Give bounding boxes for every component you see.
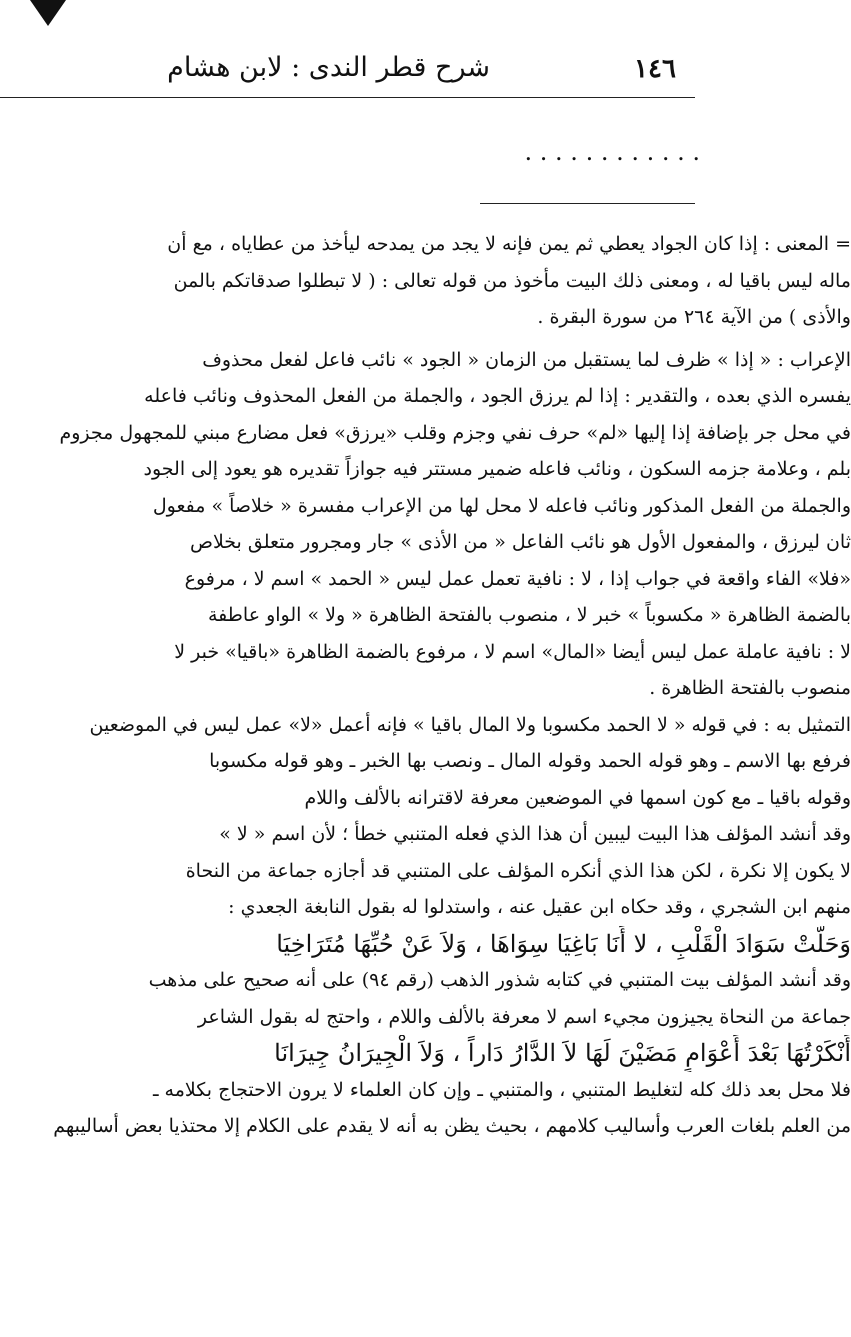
text-line: التمثيل به : في قوله « لا الحمد مكسوبا ولا المال باقيا » فإنه أعمل «لا» عمل ليس في الموضعين bbox=[89, 713, 851, 736]
text-line: وقد أنشد المؤلف هذا البيت ليبين أن هذا الذي فعله المتنبي خطأ ؛ لأن اسم « لا » bbox=[219, 823, 851, 845]
text-line: وقد أنشد المؤلف بيت المتنبي في كتابه شذور الذهب (رقم ٩٤) على أنه صحيح على مذهب bbox=[148, 969, 851, 991]
verse-line: أَنْكَرْتُهَا بَعْدَ أَعْوَامٍ مَضَيْنَ لَهَا لاَ الدَّارُ دَاراً ، وَلاَ الْجِيرَانُ جِيرَانَا bbox=[274, 1039, 851, 1067]
running-title: شرح قطر الندى : لابن هشام bbox=[167, 52, 490, 83]
text-line: الإعراب : « إذا » ظرف لما يستقبل من الزمان « الجود » نائب فاعل لفعل محذوف bbox=[202, 348, 851, 371]
text-line: في محل جر بإضافة إذا إليها «لم» حرف نفي وجزم وقلب «يرزق» فعل مضارع مبني للمجهول مجزوم bbox=[59, 421, 851, 444]
footnote-rule bbox=[480, 203, 695, 204]
text-line: بالضمة الظاهرة « مكسوباً » خبر لا ، منصوب بالفتحة الظاهرة « ولا » الواو عاطفة bbox=[208, 604, 851, 626]
ellipsis-dots: . . . . . . . . . . . . bbox=[524, 138, 700, 166]
page-header bbox=[0, 50, 700, 98]
corner-mark bbox=[30, 0, 66, 26]
text-line: منصوب بالفتحة الظاهرة . bbox=[649, 677, 851, 699]
text-line: ماله ليس باقيا له ، ومعنى ذلك البيت مأخوذ من قوله تعالى : ( لا تبطلوا صدقاتكم بالمن bbox=[173, 269, 851, 292]
verse-line: وَحَلَّتْ سَوَادَ الْقَلْبِ ، لا أَنَا بَاغِيَا سِوَاهَا ، وَلاَ عَنْ حُبِّهَا مُتَرَاخِيَا bbox=[276, 929, 851, 958]
text-line: لا : نافية عاملة عمل ليس أيضا «المال» اسم لا ، مرفوع بالضمة الظاهرة «باقيا» خبر لا bbox=[174, 640, 851, 663]
text-line: والأذى ) من الآية ٢٦٤ من سورة البقرة . bbox=[537, 306, 851, 328]
text-line: وقوله باقيا ـ مع كون اسمها في الموضعين معرفة لاقترانه بالألف واللام bbox=[304, 786, 851, 809]
page-number: ١٤٦ bbox=[634, 54, 676, 84]
text-line: يفسره الذي بعده ، والتقدير : إذا لم يرزق الجود ، والجملة من الفعل المحذوف ونائب فاعله bbox=[144, 385, 851, 407]
text-line: منهم ابن الشجري ، وقد حكاه ابن عقيل عنه ، واستدلوا له بقول النابغة الجعدي : bbox=[228, 896, 851, 918]
text-line: فرفع بها الاسم ـ وهو قوله الحمد وقوله المال ـ ونصب بها الخبر ـ وهو قوله مكسوبا bbox=[209, 750, 851, 772]
text-line: = المعنى : إذا كان الجواد يعطي ثم يمن فإنه لا يجد من يمدحه ليأخذ من عطاياه ، مع أن bbox=[167, 233, 851, 255]
footnote-text bbox=[4, 226, 851, 1145]
text-line: ثان ليرزق ، والمفعول الأول هو نائب الفاعل « من الأذى » جار ومجرور متعلق بخلاص bbox=[189, 531, 851, 553]
text-line: لا يكون إلا نكرة ، لكن هذا الذي أنكره المؤلف على المتنبي قد أجازه جماعة من النحاة bbox=[185, 859, 851, 882]
text-line: جماعة من النحاة يجيزون مجيء اسم لا معرفة بالألف واللام ، واحتج له بقول الشاعر bbox=[197, 1005, 851, 1028]
text-line: «فلا» الفاء واقعة في جواب إذا ، لا : نافية تعمل عمل ليس « الحمد » اسم لا ، مرفوع bbox=[184, 567, 851, 590]
text-line: فلا محل بعد ذلك كله لتغليط المتنبي ، والمتنبي ـ وإن كان العلماء لا يرون الاحتجاج بكلامه ـ bbox=[152, 1078, 851, 1101]
text-line: بلم ، وعلامة جزمه السكون ، ونائب فاعله ضمير مستتر فيه جوازاً تقديره هو يعود إلى الجود bbox=[143, 458, 851, 480]
text-line: والجملة من الفعل المذكور ونائب فاعله لا محل لها من الإعراب مفسرة « خلاصاً » مفعول bbox=[152, 494, 851, 517]
text-line: من العلم بلغات العرب وأساليب كلامهم ، بحيث يظن به أنه لا يقدم على الكلام إلا محتذيا بعض أساليبهم bbox=[53, 1115, 851, 1137]
header-rule bbox=[0, 97, 695, 98]
